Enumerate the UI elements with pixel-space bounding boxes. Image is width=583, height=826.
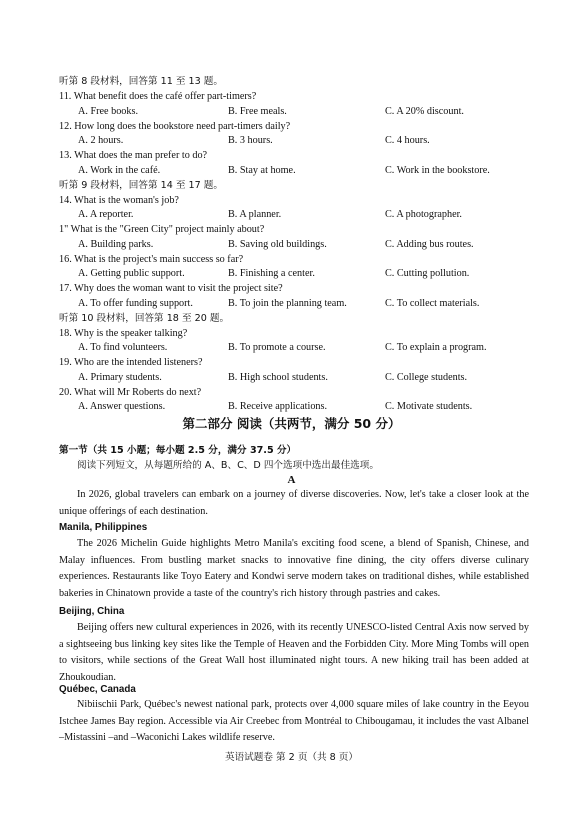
beijing-paragraph (59, 620, 529, 686)
manila-paragraph (59, 536, 529, 602)
passage-letter: A (287, 474, 296, 486)
option-a: A. Work in the café. (78, 164, 161, 176)
quebec-paragraph (59, 697, 529, 747)
question-number: 11. (59, 91, 72, 102)
question-number: 18. (59, 327, 72, 339)
question-text: What benefit does the café offer part-timers? (73, 91, 257, 102)
question-stem (59, 194, 179, 207)
beijing-heading: Beijing, China (59, 606, 125, 617)
option-b: B. Receive applications. (228, 401, 328, 412)
option-a: A. To find volunteers. (78, 342, 168, 353)
option-c: C. To collect materials. (385, 297, 480, 309)
part-two-title: 第二部分 阅读（共两节，满分 50 分） (182, 416, 401, 431)
question-stem (59, 386, 201, 399)
beijing-text: Beijing offers new cultural experiences in 2026, with its recently UNESCO-listed Central Axis now served by a sightseeing bus linking key sites like the Temple of Heaven and the Forbidden City. More Ming Tombs will open to visitors, while sections of the Great Wall host illuminated night tours. A new hiking trail has been added at Zhoukoudian. (59, 622, 529, 683)
option-a: A. Primary students. (78, 371, 162, 383)
question-text: What is the "Green City" project mainly about? (70, 224, 265, 235)
option-b: B. Saving old buildings. (228, 238, 327, 250)
option-c: C. 4 hours. (385, 135, 430, 146)
option-a: A. To offer funding support. (78, 297, 193, 309)
quebec-heading: Québec, Canada (59, 684, 136, 695)
question-stem (59, 223, 264, 236)
option-c: C. Work in the bookstore. (385, 164, 490, 176)
question-stem (59, 90, 256, 103)
question-stem (59, 356, 203, 369)
option-c: C. Motivate students. (385, 401, 473, 412)
option-c: C. A 20% discount. (385, 105, 464, 117)
question-number: 1" (59, 224, 69, 235)
option-b: B. To join the planning team. (228, 297, 347, 309)
option-b: B. High school students. (228, 371, 328, 383)
listening-heading: 听第 10 段材料，回答第 18 至 20 题。 (59, 312, 230, 324)
option-c: C. College students. (385, 371, 468, 383)
option-a: A. Building parks. (78, 238, 154, 250)
question-text: What will Mr Roberts do next? (74, 386, 202, 398)
question-stem (59, 282, 283, 295)
question-text: Why is the speaker talking? (74, 327, 188, 339)
question-number: 12. (59, 120, 72, 132)
option-c: C. A photographer. (385, 209, 462, 220)
question-text: What is the woman's job? (74, 194, 179, 206)
option-a: A. Free books. (78, 105, 138, 117)
instruction: 阅读下列短文，从每题所给的 A、B、C、D 四个选项中选出最佳选项。 (77, 460, 379, 471)
option-a: A. 2 hours. (78, 135, 124, 146)
listening-heading: 听第 8 段材料，回答第 11 至 13 题。 (59, 76, 223, 87)
question-text: Who are the intended listeners? (74, 357, 203, 368)
quebec-text: Nibiischii Park, Québec's newest national park, protects over 4,000 square miles of lake country in the Eeyou Istchee James Bay region. Accessible via Air Creebec from Montréal to Chibougamau, it includes the vast Albanel –Mistassini –and –Waconichi Lakes wildlife reserve. (59, 699, 529, 744)
option-b: B. A planner. (228, 209, 282, 220)
listening-heading: 听第 9 段材料，回答第 14 至 17 题。 (59, 179, 223, 191)
question-number: 14. (59, 194, 72, 206)
option-c: C. Cutting pollution. (385, 268, 470, 279)
option-c: C. To explain a program. (385, 342, 487, 353)
option-b: B. Free meals. (228, 105, 287, 117)
question-text: What does the man prefer to do? (74, 150, 208, 161)
option-a: A. Answer questions. (78, 401, 166, 412)
option-b: B. To promote a course. (228, 342, 326, 353)
option-b: B. Stay at home. (228, 164, 296, 176)
section-one-title: 第一节（共 15 小题；每小题 2.5 分，满分 37.5 分） (59, 445, 297, 456)
question-number: 20. (59, 386, 72, 398)
question-number: 13. (59, 150, 72, 161)
question-number: 17. (59, 283, 72, 294)
option-a: A. A reporter. (78, 209, 134, 220)
question-text: What is the project's main success so far? (74, 253, 244, 265)
option-a: A. Getting public support. (78, 268, 185, 279)
question-text: How long does the bookstore need part-timers daily? (74, 120, 291, 132)
intro-text: In 2026, global travelers can embark on a journey of diverse discoveries. Now, let's take a closer look at the unique offerings of each destination. (59, 489, 529, 517)
question-stem (59, 253, 243, 266)
option-b: B. Finishing a center. (228, 268, 315, 279)
option-b: B. 3 hours. (228, 135, 273, 146)
manila-heading: Manila, Philippines (59, 522, 148, 533)
question-stem (59, 327, 187, 340)
question-number: 19. (59, 357, 72, 368)
option-c: C. Adding bus routes. (385, 238, 474, 250)
question-stem (59, 149, 207, 162)
question-number: 16. (59, 253, 72, 265)
question-stem (59, 120, 290, 133)
page-footer: 英语试题卷 第 2 页（共 8 页） (225, 752, 358, 763)
passage-intro (59, 487, 529, 520)
manila-text: The 2026 Michelin Guide highlights Metro Manila's exciting food scene, a blend of Spanish, Chinese, and Malay influences. From bustling market snacks to innovative fine dining, the city offers diverse culinary experiences. Restaurants like Toyo Eatery and Kondwi serve modern takes on traditional dishes, while established bakeries in Chinatown provide a taste of the country's rich history through pastries and cakes. (59, 538, 529, 599)
question-text: Why does the woman want to visit the project site? (74, 283, 283, 294)
